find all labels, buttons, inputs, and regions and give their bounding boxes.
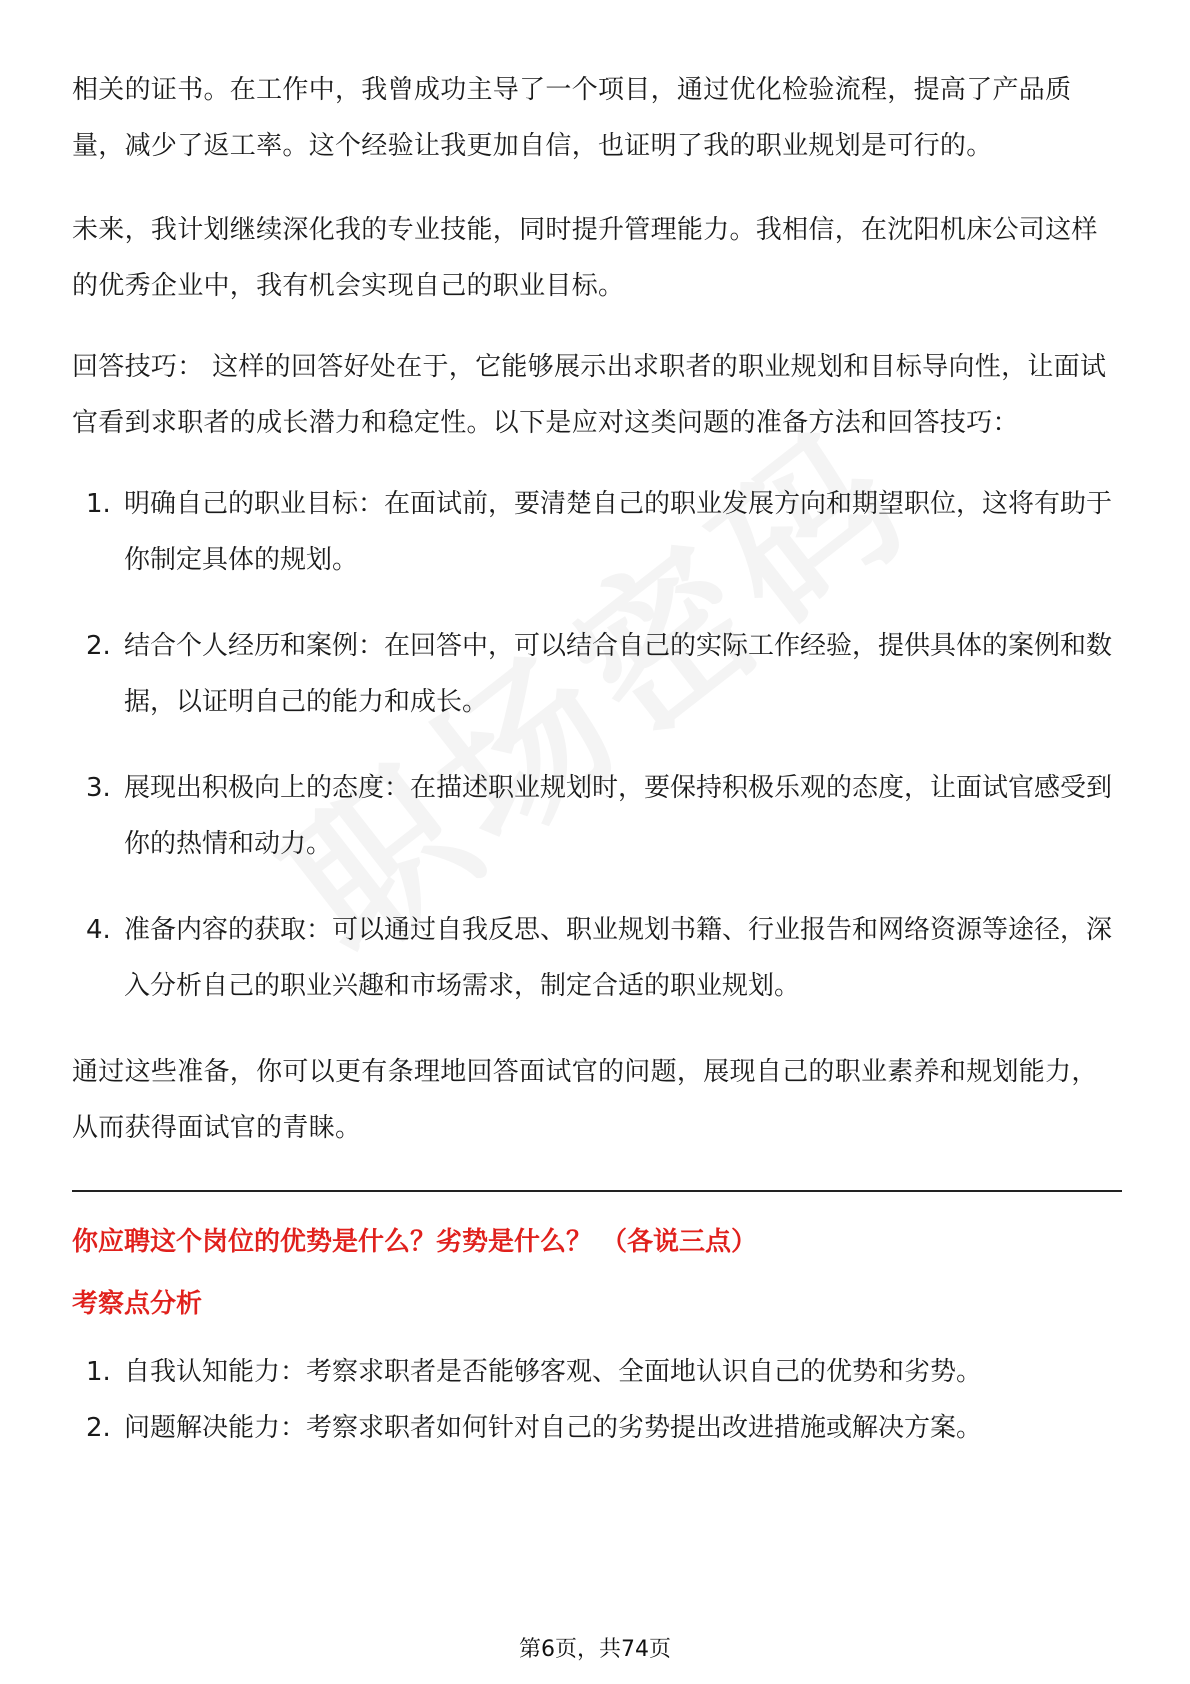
analysis-heading: 考察点分析 <box>72 1288 203 1319</box>
list-item-number: 1. <box>86 1356 111 1387</box>
list-item <box>72 476 1122 588</box>
section-divider <box>72 1190 1122 1192</box>
list-item-number: 2. <box>86 631 111 661</box>
list-item-text: 结合个人经历和案例：在回答中，可以结合自己的实际工作经验，提供具体的案例和数据，以证明自己的能力和成长。 <box>124 631 1113 717</box>
question-heading: 你应聘这个岗位的优势是什么？劣势是什么？ （各说三点） <box>72 1226 758 1257</box>
paragraph-certificates: 相关的证书。在工作中，我曾成功主导了一个项目，通过优化检验流程，提高了产品质量，减少了返工率。这个经验让我更加自信，也证明了我的职业规划是可行的。 <box>72 75 1072 161</box>
list-item-text: 明确自己的职业目标：在面试前，要清楚自己的职业发展方向和期望职位，这将有助于你制定具体的规划。 <box>124 489 1113 575</box>
list-item <box>72 1400 1122 1456</box>
list-item <box>72 760 1122 872</box>
paragraph-conclusion: 通过这些准备，你可以更有条理地回答面试官的问题，展现自己的职业素养和规划能力，从而获得面试官的青睐。 <box>72 1057 1098 1143</box>
list-item-text: 准备内容的获取：可以通过自我反思、职业规划书籍、行业报告和网络资源等途径，深入分析自己的职业兴趣和市场需求，制定合适的职业规划。 <box>124 915 1113 1001</box>
list-item-text: 展现出积极向上的态度：在描述职业规划时，要保持积极乐观的态度，让面试官感受到你的热情和动力。 <box>124 773 1113 859</box>
list-item-number: 1. <box>86 489 111 519</box>
list-item-text: 问题解决能力：考察求职者如何针对自己的劣势提出改进措施或解决方案。 <box>124 1412 983 1443</box>
tips-list <box>72 476 1122 1014</box>
list-item-number: 3. <box>86 773 111 803</box>
paragraph-answer-tips: 回答技巧： 这样的回答好处在于，它能够展示出求职者的职业规划和目标导向性，让面试官看到求职者的成长潜力和稳定性。以下是应对这类问题的准备方法和回答技巧： <box>72 352 1107 438</box>
list-item <box>72 618 1122 730</box>
page-content <box>72 62 1122 1456</box>
list-item-text: 自我认知能力：考察求职者是否能够客观、全面地认识自己的优势和劣势。 <box>124 1356 983 1387</box>
list-item <box>72 902 1122 1014</box>
paragraph-future-plan: 未来，我计划继续深化我的专业技能，同时提升管理能力。我相信，在沈阳机床公司这样的优秀企业中，我有机会实现自己的职业目标。 <box>72 215 1098 301</box>
list-item <box>72 1344 1122 1400</box>
page-footer: 第6页，共74页 <box>519 1637 671 1662</box>
list-item-number: 2. <box>86 1412 111 1443</box>
analysis-points-list <box>72 1344 1122 1456</box>
list-item-number: 4. <box>86 915 111 945</box>
